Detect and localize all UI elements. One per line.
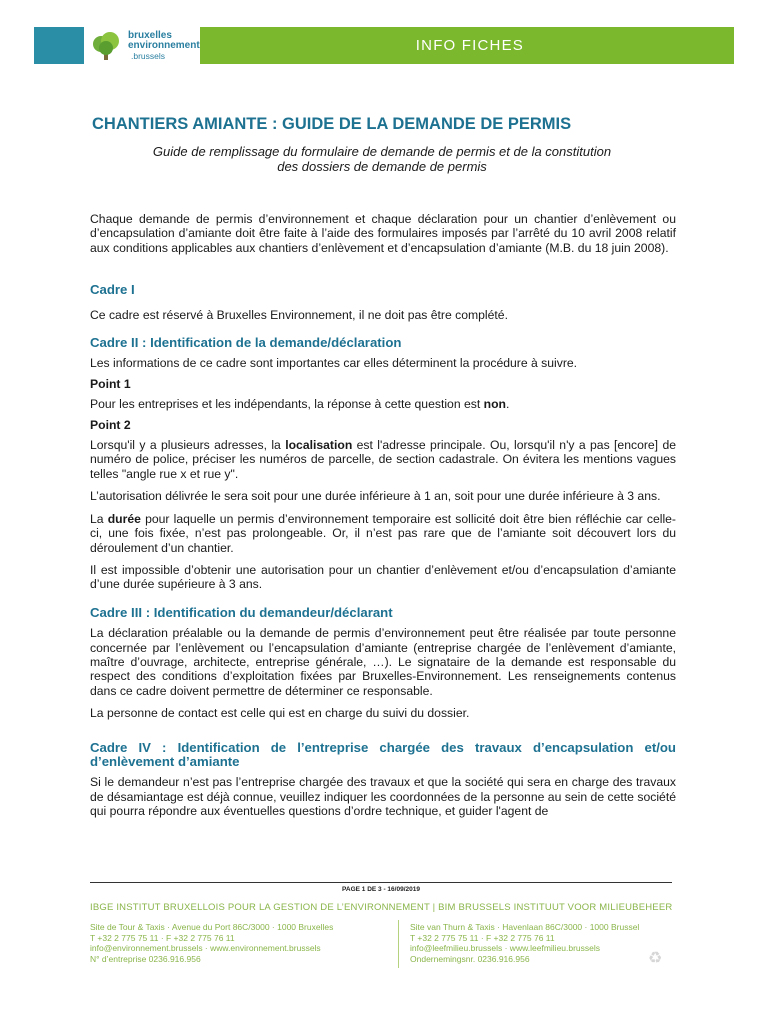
logo-text-line2: environnement — [128, 40, 200, 51]
logo-text-line3: .brussels — [131, 51, 166, 61]
header-blue-block — [34, 27, 84, 64]
text-run: est l'adresse principale. Ou, lorsqu'il n'y a pas [encore] de numéro de police, préciser les numéros de parcelle, de section cadastrale. On évitera les mentions vagues telles "angle rue x et rue y". — [90, 438, 676, 481]
section-heading-cadre-4: Cadre IV : Identification de l’entreprise chargée des travaux d’encapsulation et/ou d’enlèvement d’amiante — [90, 739, 676, 769]
section-heading-cadre-1: Cadre I — [90, 282, 135, 298]
section-heading-cadre-3: Cadre III : Identification du demandeur/déclarant — [90, 604, 393, 620]
brand-logo — [84, 27, 200, 64]
address-line: info@environnement.brussels · www.environnement.brussels — [90, 943, 321, 954]
paragraph: La personne de contact est celle qui est en charge du suivi du dossier. — [90, 706, 470, 721]
document-body — [90, 212, 676, 819]
address-line: info@leefmilieu.brussels · www.leefmilieu.brussels — [410, 943, 601, 954]
address-line: Site van Thurn & Taxis · Havenlaan 86C/3000 · 1000 Brussel — [410, 922, 640, 932]
footer-column-divider — [398, 920, 399, 968]
address-line: Ondernemingsnr. 0236.916.956 — [410, 953, 530, 964]
address-line: T +32 2 775 75 11 · F +32 2 775 76 11 — [410, 932, 555, 943]
section-heading-cadre-2: Cadre II : Identification de la demande/déclaration — [90, 335, 402, 351]
banner-label: INFO FICHES — [415, 37, 524, 54]
text-run: pour laquelle un permis d’environnement temporaire est sollicité doit être bien réfléchie car celle-ci, une fois fixée, n’est pas prolongeable. Or, il n’est pas rare que de l’amiante soit découvert lors du déroulement d’un chantier. — [90, 511, 676, 555]
text-run: La — [90, 511, 108, 526]
address-block-nl — [410, 922, 639, 964]
subheading-point-2: Point 2 — [90, 417, 131, 432]
paragraph — [90, 512, 676, 555]
bold-text: durée — [107, 511, 141, 526]
text-run: Lorsqu'il y a plusieurs adresses, la — [90, 438, 286, 453]
intro-paragraph: Chaque demande de permis d’environnement et chaque déclaration pour un chantier d’enlèvement ou d’encapsulation d’amiante doit être faite à l’aide des formulaires imposés par l’arrêté du 10 avril 2008 relatif aux conditions applicables aux chantiers d’enlèvement et d’encapsulation d’amiante (M.B. du 18 juin 2008). — [90, 212, 676, 255]
paragraph: Les informations de ce cadre sont importantes car elles déterminent la procédure à suivre. — [90, 356, 578, 371]
paragraph: L’autorisation délivrée le sera soit pour une durée inférieure à 1 an, soit pour une durée inférieure à 3 ans. — [90, 489, 661, 504]
tree-icon — [90, 30, 122, 62]
bold-text: localisation — [285, 438, 353, 453]
subheading-point-1: Point 1 — [90, 376, 131, 391]
address-line: T +32 2 775 75 11 · F +32 2 775 76 11 — [90, 932, 235, 943]
subtitle-line: des dossiers de demande de permis — [277, 159, 487, 174]
page-number: PAGE 1 DE 3 - 16/09/2019 — [342, 886, 420, 893]
paragraph: Il est impossible d’obtenir une autorisation pour un chantier d’enlèvement et/ou d’encapsulation d’amiante d’une durée supérieure à 3 ans. — [90, 562, 676, 592]
paragraph: La déclaration préalable ou la demande de permis d’environnement peut être réalisée par toute personne concernée par l’enlèvement ou l’encapsulation d’amiante (entreprise chargée de l’enlèvement d’amiante, maître d’ouvrage, architecte, entreprise générale, …). Le signataire de la demande est responsable du respect des conditions d’exploitation fixées par Bruxelles-Environnement. Les renseignements contenus dans ce cadre doivent permettre de déterminer ce responsable. — [90, 626, 676, 698]
address-block-fr — [90, 922, 333, 964]
text-run: Pour les entreprises et les indépendants, la réponse à cette question est — [90, 397, 484, 412]
logo-text-line1: bruxelles — [128, 30, 172, 41]
bold-text: non — [483, 397, 506, 412]
info-fiches-banner — [200, 27, 734, 64]
address-line: Site de Tour & Taxis · Avenue du Port 86C/3000 · 1000 Bruxelles — [90, 922, 334, 932]
document-subtitle — [92, 144, 672, 174]
footer-divider — [90, 882, 672, 883]
paragraph — [90, 397, 676, 411]
address-line: N° d’entreprise 0236.916.956 — [90, 953, 201, 964]
document-title: CHANTIERS AMIANTE : GUIDE DE LA DEMANDE DE PERMIS — [92, 115, 572, 133]
text-run: . — [505, 397, 510, 412]
paragraph — [90, 438, 676, 481]
institute-line: IBGE INSTITUT BRUXELLOIS POUR LA GESTION DE L’ENVIRONNEMENT | BIM BRUSSELS INSTITUUT VOOR MILIEUBEHEER — [90, 902, 673, 913]
paragraph: Si le demandeur n’est pas l’entreprise chargée des travaux et que la société qui sera en charge des travaux de désamiantage est déjà connue, veuillez indiquer les coordonnées de la personne au sein de cette société qui pourra répondre aux éventuelles questions d’ordre technique, et guider l'agent de — [90, 775, 676, 819]
paragraph: Ce cadre est réservé à Bruxelles Environnement, il ne doit pas être complété. — [90, 307, 508, 322]
subtitle-line: Guide de remplissage du formulaire de demande de permis et de la constitution — [152, 144, 612, 159]
recycle-icon: ♻ — [648, 950, 663, 967]
